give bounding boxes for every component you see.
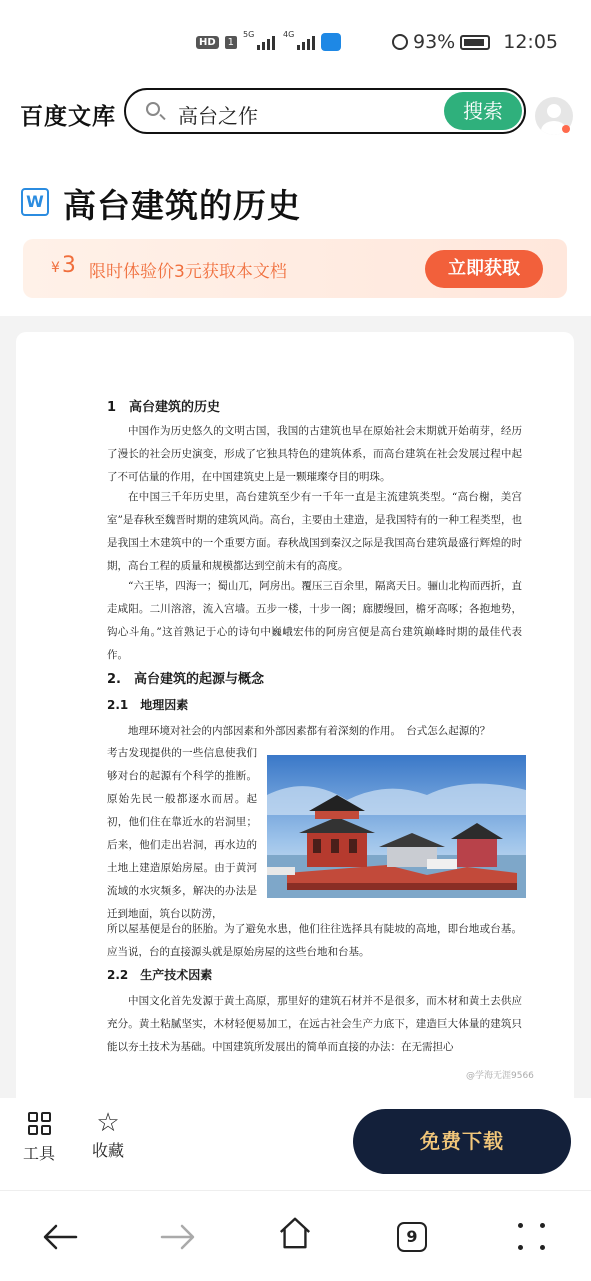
section-heading-1: 1 高台建筑的历史: [107, 400, 221, 415]
alarm-icon: [392, 34, 408, 50]
action-bar: [0, 1098, 591, 1190]
more-menu-icon[interactable]: [518, 1223, 548, 1253]
paragraph-1: 中国作为历史悠久的文明古国，我国的古建筑也早在原始社会末期就开始萌芽，经历了漫长的社会历史演变，形成了它独具特色的建筑体系，而高台建筑在社会发展过程中起了不可估量的作用，在中国建筑史上是一颗璀璨夺目的明珠。: [107, 425, 522, 483]
ancient-palace-illustration: [267, 755, 526, 898]
app-header: [0, 84, 591, 140]
hd-badge: HD: [196, 36, 219, 49]
paragraph-3: “六王毕，四海一；蜀山兀，阿房出。覆压三百余里，隔离天日。骊山北构而西折，直走咸阳。二川溶溶，流入宫墙。五步一楼，十步一阁；廊腰缦回，檐牙高啄；各抱地势，钩心斗角。”这首熟记于心的诗句中巍峨宏伟的阿房宫便是高台建筑巅峰时期的最佳代表作。: [107, 580, 522, 661]
promo-banner: [23, 239, 567, 298]
search-bar[interactable]: [124, 88, 526, 134]
watermark: @学海无涯9566: [466, 1071, 534, 1081]
notification-dot: [562, 125, 570, 133]
word-doc-icon: W: [21, 188, 49, 216]
signal-5g-icon: 5G: [257, 34, 275, 50]
status-bar: [0, 0, 591, 80]
section-heading-2: 2. 高台建筑的起源与概念: [107, 672, 264, 687]
status-right: [392, 31, 558, 53]
clock: 12:05: [503, 31, 558, 53]
sim-badge: 1: [225, 36, 237, 49]
favorite-button[interactable]: [90, 1108, 126, 1161]
promo-text: 限时体验价3元获取本文档: [89, 262, 287, 282]
get-now-button[interactable]: 立即获取: [425, 250, 543, 288]
favorite-label: 收藏: [91, 1141, 124, 1160]
home-icon[interactable]: [276, 1215, 314, 1251]
status-left: [196, 30, 341, 51]
star-icon: ☆: [96, 1108, 120, 1138]
back-arrow-icon[interactable]: [40, 1219, 80, 1255]
paragraph-5: 考古发现提供的一些信息使我们够对台的起源有个科学的推断。原始先民一般都逐水而居。起初，他们住在靠近水的岩洞里；后来，他们走出岩洞，再水边的土地上建造原始房屋。由于黄河流域的水灾频多，解决的办法是迁到地面，筑台以防涝，: [107, 747, 257, 920]
signal-4g-icon: 4G: [297, 34, 315, 50]
paragraph-7: 中国文化首先发源于黄土高原，那里好的建筑石材并不是很多，而木材和黄土去供应充分。黄土粘腻坚实，木材轻便易加工，在远古社会生产力底下，建造巨大体量的建筑只能以夯土技术为基础。中国建筑所发展出的简单而直接的办法：在无需担心: [107, 995, 522, 1053]
paragraph-6: 所以屋基便是台的胚胎。为了避免水患，他们往往选择具有陡坡的高地，即台地或台基。应当说，台的直接源头就是原始房屋的这些台地和台基。: [107, 923, 522, 958]
brand-logo[interactable]: 百度文库: [20, 104, 116, 130]
section-heading-2-1: 2.1 地理因素: [107, 698, 189, 712]
search-icon: [146, 102, 160, 116]
free-download-button[interactable]: 免费下载: [353, 1109, 571, 1174]
grid-icon: [28, 1112, 51, 1135]
search-button[interactable]: 搜索: [444, 92, 522, 130]
tools-button[interactable]: [22, 1112, 56, 1164]
battery-icon: [460, 35, 490, 50]
forward-arrow-icon[interactable]: [158, 1219, 198, 1255]
search-input[interactable]: 高台之作: [178, 104, 258, 128]
browser-nav-bar: [0, 1190, 591, 1281]
document-page[interactable]: [16, 332, 574, 1098]
tabs-count-button[interactable]: 9: [397, 1222, 427, 1252]
promo-price: ¥3: [51, 253, 76, 278]
paragraph-4: 地理环境对社会的内部因素和外部因素都有着深刻的作用。 台式怎么起源的？: [128, 725, 491, 737]
battery-percent: 93%: [413, 31, 456, 53]
tools-label: 工具: [22, 1144, 55, 1163]
weather-icon: [321, 33, 341, 51]
document-title: 高台建筑的历史: [63, 186, 301, 225]
paragraph-2: 在中国三千年历史里，高台建筑至少有一千年一直是主流建筑类型。“高台榭，美宫室”是春秋至魏晋时期的建筑风尚。高台，主要由土建造，是我国特有的一种工程类型，也是我国土木建筑中的一个重要方面。春秋战国到秦汉之际是我国高台建筑最盛行辉煌的时期，高台工程的质量和规模都达到空前未有的高度。: [107, 491, 522, 572]
section-heading-2-2: 2.2 生产技术因素: [107, 968, 213, 982]
